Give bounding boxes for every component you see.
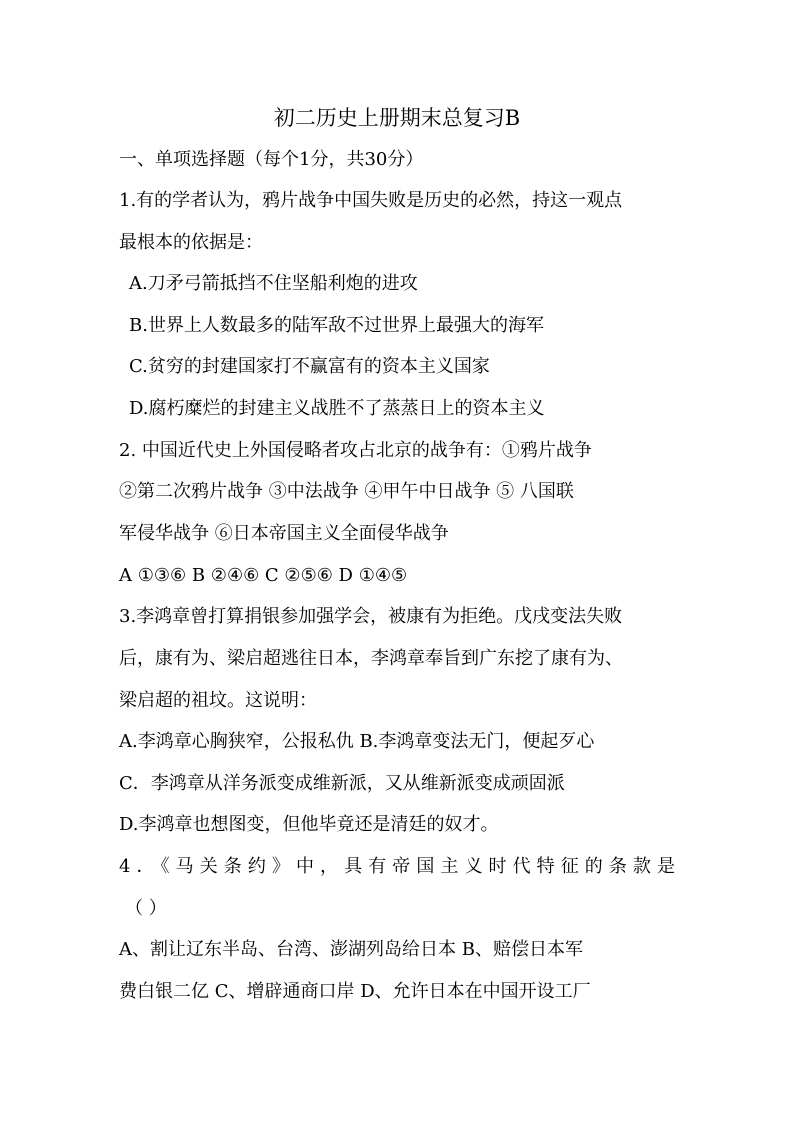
q1-stem-line2: 最根本的依据是： <box>119 232 263 253</box>
section-heading: 一、单项选择题（每个1分，共30分） <box>119 149 424 170</box>
q3-stem-line1: 3.李鸿章曾打算捐银参加强学会，被康有为拒绝。戊戌变法失败 <box>119 606 623 627</box>
q1-stem-line1: 1.有的学者认为，鸦片战争中国失败是历史的必然，持这一观点 <box>119 190 623 211</box>
q1-option-d: D.腐朽糜烂的封建主义战胜不了蒸蒸日上的资本主义 <box>129 398 545 419</box>
q1-option-b: B.世界上人数最多的陆军敌不过世界上最强大的海军 <box>129 315 544 336</box>
q1-option-a: A.刀矛弓箭抵挡不住坚船利炮的进攻 <box>129 273 418 294</box>
q3-stem-line3: 梁启超的祖坟。这说明： <box>119 690 317 711</box>
q2-options: A ①③⑥ B ②④⑥ C ②⑤⑥ D ①④⑤ <box>119 565 408 586</box>
q1-option-c: C.贫穷的封建国家打不赢富有的资本主义国家 <box>129 356 490 377</box>
q4-stem-line1: 4．《马关条约》中，具有帝国主义时代特征的条款是 <box>119 856 675 877</box>
q3-option-c: C．李鸿章从洋务派变成维新派，又从维新派变成顽固派 <box>119 773 565 794</box>
q4-stem-line2: （ ） <box>125 898 167 919</box>
q2-stem-line3: 军侵华战争 ⑥日本帝国主义全面侵华战争 <box>119 523 449 544</box>
q2-stem-line1: 2. 中国近代史上外国侵略者攻占北京的战争有：①鸦片战争 <box>119 440 592 461</box>
q3-option-ab: A.李鸿章心胸狭窄，公报私仇 B.李鸿章变法无门，便起歹心 <box>119 731 595 752</box>
q2-stem-line2: ②第二次鸦片战争 ③中法战争 ④甲午中日战争 ⑤ 八国联 <box>119 481 574 502</box>
q4-options-line2: 费白银二亿 C、增辟通商口岸 D、允许日本在中国开设工厂 <box>119 981 591 1002</box>
page-title: 初二历史上册期末总复习B <box>273 106 521 130</box>
q4-options-line1: A、割让辽东半岛、台湾、澎湖列岛给日本 B、赔偿日本军 <box>119 939 583 960</box>
q3-stem-line2: 后，康有为、梁启超逃往日本，李鸿章奉旨到广东挖了康有为、 <box>119 648 623 669</box>
q3-option-d: D.李鸿章也想图变，但他毕竟还是清廷的奴才。 <box>119 814 499 835</box>
